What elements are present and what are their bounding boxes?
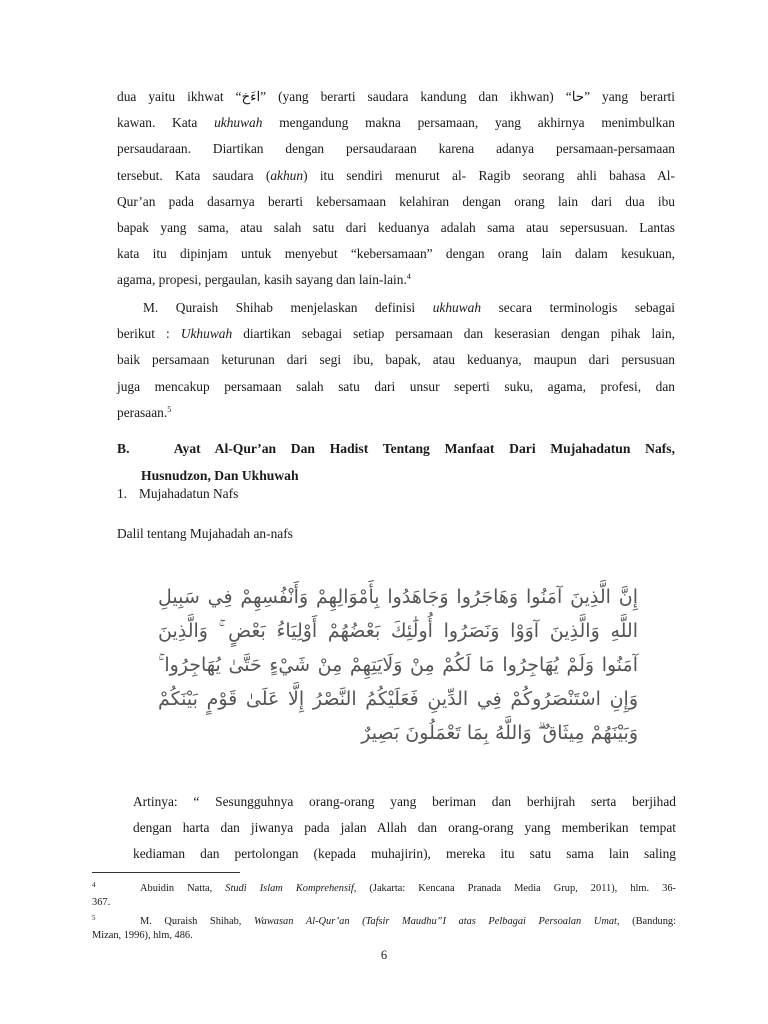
paragraph-ukhuwah-etymology	[117, 84, 675, 294]
dalil-caption: Dalil tentang Mujahadah an-nafs	[117, 526, 293, 541]
italic-term: Ukhuwah	[180, 326, 233, 342]
text-line: agama, propesi, pergaulan, kasih sayang dan lain-lain.$^4$	[117, 272, 411, 288]
section-heading-b	[117, 435, 675, 489]
text-line: Artinya: “ Sesungguhnya orang-orang yang beriman dan berhijrah serta berjihad	[133, 794, 676, 809]
footnotes	[92, 878, 676, 944]
paragraph-quraish-shihab-definition	[117, 295, 675, 426]
text-line: tersebut. Kata saudara (akhun) itu sendiri menurut al- Ragib seorang ahli bahasa Al-	[117, 167, 675, 183]
italic-term: akhun	[270, 167, 304, 183]
text-line: dengan harta dan jiwanya pada jalan Allah dan orang-orang yang memberikan tempat	[133, 820, 676, 836]
paragraph-translation	[133, 789, 676, 868]
text-line: berikut : Ukhuwah diartikan sebagai setiap persamaan dan keserasian dengan pihak lain,	[117, 326, 675, 342]
arabic-line: إِنَّ الَّذِينَ آمَنُوا وَهَاجَرُوا وَجَاهَدُوا بِأَمْوَالِهِمْ وَأَنْفُسِهِمْ فِي سَبِيلِ	[158, 586, 638, 608]
text-line: bapak yang sama, atau salah satu dari keduanya adalah sama atau sepersusuan. Lantas	[117, 220, 675, 236]
footnote-5	[92, 911, 676, 943]
text-line: kawan. Kata ukhuwah mengandung makna persamaan, yang akhirnya menimbulkan	[117, 115, 675, 131]
text-line: baik persamaan keturunan dari segi ibu, bapak, atau keduanya, maupun dari persusuan	[117, 352, 675, 368]
text-line: M. Quraish Shihab menjelaskan definisi ukhuwah secara terminologis sebagai	[143, 300, 675, 315]
heading-line: Husnudzon, Dan Ukhuwah	[141, 468, 299, 483]
text-line: persaudaraan. Diartikan dengan persaudaraan karena adanya persamaan-persamaan	[117, 141, 675, 157]
footnote-line: 4 Abuidin Natta, Studi Islam Komprehensif, (Jakarta: Kencana Pranada Media Grup, 2011), hlm. 36-	[92, 878, 676, 896]
footnote-line: Mizan, 1996), hlm, 486.	[92, 930, 193, 941]
subsection-number: 1.	[117, 486, 128, 501]
text-line: perasaan.$^5$	[117, 404, 172, 420]
text-line: kata itu dipinjam untuk menyebut “kebersamaan” dengan orang lain dalam kesukuan,	[117, 246, 675, 262]
text-line: Qur’an pada dasarnya berarti kebersamaan kelahiran dengan orang lain dari dua ibu	[117, 193, 675, 209]
arabic-inline-word: حا	[571, 89, 585, 104]
text-line: juga mencakup persamaan salah satu dari unsur seperti suku, agama, profesi, dan	[117, 378, 675, 394]
arabic-line: وَبَيْنَهُمْ مِيثَاقٌ ۗ وَاللَّهُ بِمَا تَعْمَلُونَ بَصِيرٌ	[361, 722, 638, 744]
footnote-mark: 4	[92, 881, 96, 889]
arabic-line: آمَنُوا وَلَمْ يُهَاجِرُوا مَا لَكُمْ مِنْ وَلَايَتِهِمْ مِنْ شَيْءٍ حَتَّىٰ يُهَاجِرُوا ۚ	[158, 654, 638, 676]
text-line: kediaman dan pertolongan (kepada muhajirin), mereka itu satu sama lain saling	[133, 846, 676, 862]
footnote-line: 5 M. Quraish Shihab, Wawasan Al-Qur’an (Tafsir Maudhu”I atas Pelbagai Persoalan Umat, (Bandung:	[92, 911, 676, 929]
heading-line: B. Ayat Al-Qur’an Dan Hadist Tentang Manfaat Dari Mujahadatun Nafs,	[117, 435, 675, 462]
footnote-line: 367.	[92, 897, 111, 908]
footnote-ref: 5	[167, 404, 172, 414]
arabic-line: اللَّهِ وَالَّذِينَ آوَوْا وَنَصَرُوا أُولَٰئِكَ بَعْضُهُمْ أَوْلِيَاءُ بَعْضٍ ۚ وَالَّذِينَ	[158, 620, 638, 642]
quran-verse-arabic	[158, 580, 638, 756]
footnote-divider	[92, 872, 240, 873]
subsection-heading	[117, 486, 238, 502]
section-number: B.	[117, 441, 130, 456]
footnote-mark: 5	[92, 914, 96, 922]
arabic-inline-word: اءَخ	[241, 89, 261, 104]
italic-term: ukhuwah	[432, 300, 482, 315]
arabic-line: وَإِنِ اسْتَنْصَرُوكُمْ فِي الدِّينِ فَعَلَيْكُمُ النَّصْرُ إِلَّا عَلَىٰ قَوْمٍ بَيْنَكُمْ	[158, 688, 638, 710]
subsection-label: Mujahadatun Nafs	[139, 486, 239, 501]
footnote-4	[92, 878, 676, 910]
page-number: 6	[380, 948, 388, 962]
text-line: dua yaitu ikhwat “اءَخ” (yang berarti saudara kandung dan ikhwan) “حا” yang berarti	[117, 89, 675, 104]
italic-term: ukhuwah	[214, 115, 263, 131]
footnote-ref: 4	[406, 272, 411, 282]
